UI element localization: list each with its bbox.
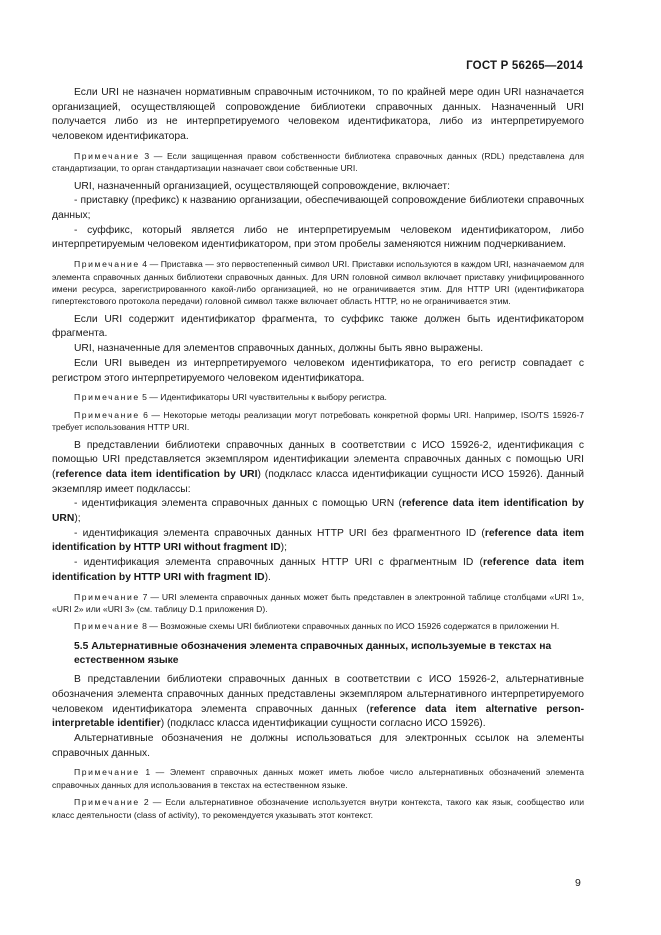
page-body	[52, 86, 584, 826]
paragraph: Если URI выведен из интерпретируемого человеком идентификатора, то его регистр совпадает с регистром этого интерпретируемого человеком идентификатора.	[52, 357, 584, 384]
text-run: ).	[264, 571, 271, 583]
text-run: );	[74, 513, 81, 525]
paragraph	[52, 673, 584, 732]
note-label: Примечание	[74, 392, 140, 403]
note-text: 1 — Элемент справочных данных может иметь любое число альтернативных обозначений элемента справочных данных для использования в текстах на естественном языке.	[52, 767, 585, 790]
note-text: 8 — Возможные схемы URI библиотеки справочных данных по ИСО 15926 содержатся в приложении H.	[142, 621, 560, 632]
list-item: - приставку (префикс) к названию организации, обеспечивающей сопровождение библиотеки справочных данных;	[52, 195, 584, 222]
list-item: - суффикс, который является либо не интерпретируемым человеком идентификатором, либо интерпретируемым человеком идентификатором, при этом пробелы заменяются нижним подчеркиванием.	[52, 224, 584, 251]
english-term: reference data item identification by URN	[52, 498, 584, 525]
paragraph: Если URI содержит идентификатор фрагмента, то суффикс также должен быть идентификатором фрагмента.	[52, 313, 584, 340]
note	[52, 620, 584, 632]
note-text: 2 — Если альтернативное обозначение используется внутри контекста, такого как язык, сообщество или класс деятельности (class of activity), то рекомендуется указывать этот контекст.	[52, 797, 584, 820]
section-number: 5.5	[74, 640, 89, 652]
paragraph	[52, 439, 584, 498]
note-label: Примечание	[74, 797, 140, 808]
list-item	[52, 556, 584, 585]
note	[52, 391, 584, 403]
text-run: - идентификация элемента справочных данных с помощью URN (	[74, 498, 402, 510]
note-label: Примечание	[74, 259, 140, 270]
text-run: В представлении библиотеки справочных данных в соответствии с ИСО 15926-2, идентификация с помощью URI представляется экземпляром идентификации элемента справочных данных с помощью URI (	[52, 439, 584, 480]
note	[52, 796, 584, 821]
note-text: 7 — URI элемента справочных данных может быть представлен в электронной таблице столбцами «URI 1», «URI 2» или «URI 3» (см. таблицу D.1 приложения D).	[52, 591, 584, 614]
paragraph: Альтернативные обозначения не должны использоваться для электронных ссылок на элементы справочных данных.	[52, 732, 584, 759]
english-term: reference data item identification by URI	[55, 468, 258, 480]
english-term: reference data item alternative person-interpretable identifier	[52, 703, 585, 730]
text-run: ) (подкласс класса идентификации сущности ИСО 15926). Данный экземпляр имеет подклассы:	[52, 468, 584, 495]
list-item	[52, 497, 584, 526]
paragraph: URI, назначенный организацией, осуществляющей сопровождение, включает:	[74, 180, 450, 192]
english-term: reference data item identification by HTTP URI with fragment ID	[52, 557, 584, 583]
note-label: Примечание	[74, 591, 140, 602]
text-run: );	[280, 542, 287, 554]
page-number: 9	[575, 877, 581, 889]
note-text: 5 — Идентификаторы URI чувствительны к выбору регистра.	[142, 392, 387, 403]
note-text: 3 — Если защищенная правом собственности библиотека справочных данных (RDL) представлена для стандартизации, то орган стандартизации назначает свои собственные URI.	[52, 150, 584, 174]
english-term: reference data item identification by HTTP URI without fragment ID	[52, 527, 584, 554]
note-text: 4 — Приставка — это первостепенный символ URI. Приставки используются в каждом URI, назначаемом для элемента справочных данных библиотеки справочных данных. Для URN головной символ включает приставку унифицированного имени ресурса, зарегистрированного какой-либо организацией, но не ограничивается этим. Для HTTP URI (идентификатора гипертекстового протокола передачи) головной символ также включает область HTTP, но не ограничивается этим.	[52, 259, 584, 307]
paragraph: URI, назначенные для элементов справочных данных, должны быть явно выражены.	[74, 343, 484, 355]
paragraph: Если URI не назначен нормативным справочным источником, то по крайней мере один URI назначается организацией, осуществляющей сопровождение библиотеки справочных данных. Назначенный URI получается либо из не интерпретируемого человеком идентификатора, либо из интерпретируемого человеком идентификатора.	[52, 87, 584, 143]
note-label: Примечание	[74, 150, 140, 161]
note	[52, 591, 584, 616]
section-heading	[52, 640, 584, 669]
list-item	[52, 527, 584, 556]
section-title: Альтернативные обозначения элемента справочных данных, используемые в текстах на естественном языке	[74, 640, 552, 667]
note-text: 6 — Некоторые методы реализации могут потребовать конкретной формы URI. Например, ISO/TS 15926-7 требует использования HTTP URI.	[52, 409, 584, 433]
text-run: В представлении библиотеки справочных данных в соответствии с ИСО 15926-2, альтернативные обозначения элемента справочных данных представлены экземпляром альтернативного интерпретируемого человеком идентификатора элемента справочных данных (	[52, 674, 584, 715]
note	[52, 766, 584, 791]
text-run: ) (подкласс класса идентификации сущности согласно ИСО 15926).	[160, 718, 486, 730]
note	[52, 150, 584, 175]
note	[52, 258, 584, 308]
note-label: Примечание	[74, 621, 140, 632]
note	[52, 409, 584, 434]
note-label: Примечание	[74, 409, 140, 420]
note-label: Примечание	[74, 767, 140, 778]
text-run: - идентификация элемента справочных данных HTTP URI с фрагментным ID (	[74, 557, 483, 569]
text-run: - идентификация элемента справочных данных HTTP URI без фрагментного ID (	[74, 527, 485, 539]
document-header-code: ГОСТ Р 56265—2014	[466, 60, 583, 72]
